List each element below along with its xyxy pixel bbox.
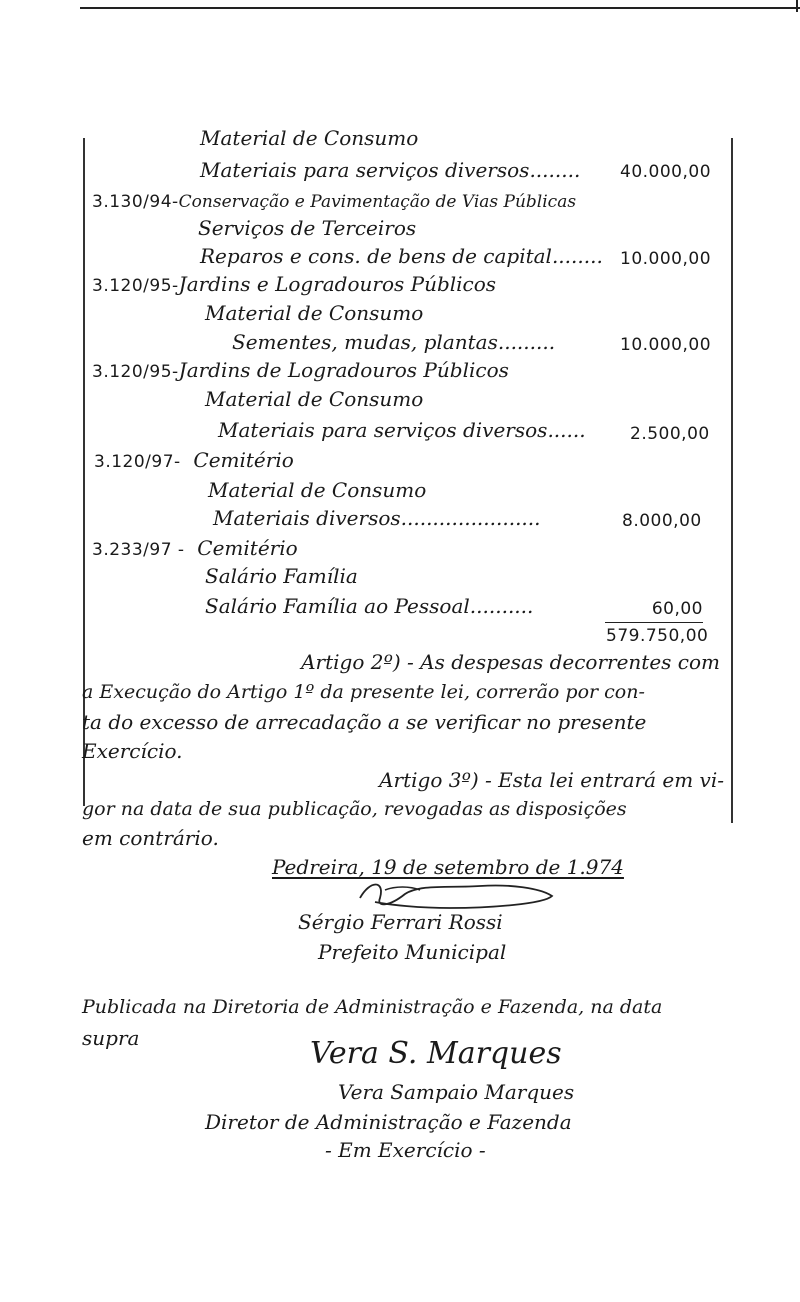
entry-line <box>92 358 509 384</box>
entry-line <box>218 418 586 442</box>
entry-amount: 40.000,00 <box>620 162 712 182</box>
top-border-line <box>80 7 800 9</box>
signer-name: Sérgio Ferrari Rossi <box>298 910 503 934</box>
entry-code: 3.120/95- <box>92 276 179 296</box>
entry-heading: Serviços de Terceiros <box>198 216 417 240</box>
entry-text: Salário Família ao Pessoal <box>205 594 470 618</box>
article3-line: gor na data de sua publicação, revogadas as disposições <box>82 798 627 820</box>
signature-scribble <box>330 878 560 912</box>
left-margin-line <box>83 138 85 806</box>
entry-amount: 10.000,00 <box>620 335 712 355</box>
entry-text: Jardins e Logradouros Públicos <box>178 272 497 296</box>
entry-heading: Salário Família <box>205 564 358 588</box>
entry-heading: Material de Consumo <box>208 478 427 502</box>
handwritten-signature: Vera S. Marques <box>310 1036 562 1071</box>
entry-amount: 10.000,00 <box>620 249 712 269</box>
entry-line <box>200 158 580 182</box>
signer-title: Prefeito Municipal <box>318 940 507 964</box>
entry-text: Reparos e cons. de bens de capital <box>200 244 552 268</box>
corner-border-line <box>796 0 798 12</box>
entry-heading: Material de Consumo <box>205 301 424 325</box>
entry-dots: .......... <box>469 594 534 618</box>
entry-text: Materiais para serviços diversos <box>218 418 548 442</box>
entry-line <box>232 330 555 354</box>
signer-name: Vera Sampaio Marques <box>338 1080 575 1104</box>
place-date: Pedreira, 19 de setembro de 1.974 <box>272 855 624 879</box>
entry-amount: 8.000,00 <box>622 511 702 531</box>
entry-text: Conservação e Pavimentação de Vias Públicas <box>178 192 577 212</box>
publication-line: Publicada na Diretoria de Administração e Fazenda, na data <box>82 996 663 1018</box>
entry-text: Materiais para serviços diversos <box>200 158 530 182</box>
entry-code: 3.120/97- <box>94 452 181 472</box>
entry-line <box>92 188 576 214</box>
entry-text: Sementes, mudas, plantas <box>232 330 498 354</box>
entry-code: 3.130/94- <box>92 192 179 212</box>
entry-dots: ........ <box>529 158 581 182</box>
entry-heading: Material de Consumo <box>205 387 424 411</box>
article2-line: a Execução do Artigo 1º da presente lei, correrão por con- <box>82 681 645 703</box>
article3-line: Artigo 3º) - Esta lei entrará em vi- <box>379 768 724 792</box>
entry-text: Cemitério <box>197 536 298 560</box>
publication-line: supra <box>82 1026 140 1050</box>
entry-amount: 60,00 <box>605 597 703 623</box>
entry-dots: ........ <box>551 244 603 268</box>
entry-amount: 2.500,00 <box>630 424 710 444</box>
entry-dots: ...................... <box>400 506 541 530</box>
article2-line: Exercício. <box>82 739 183 763</box>
entry-line <box>92 272 496 298</box>
entry-dots: ......... <box>497 330 556 354</box>
entry-line <box>94 448 294 474</box>
article3-line: em contrário. <box>82 826 219 850</box>
entry-line <box>205 594 533 618</box>
total-amount: 579.750,00 <box>606 626 709 646</box>
entry-line <box>92 536 298 562</box>
entry-line <box>213 506 541 530</box>
entry-heading: Material de Consumo <box>200 126 419 150</box>
entry-line <box>200 244 603 268</box>
signer-subtitle: - Em Exercício - <box>325 1138 486 1162</box>
entry-text: Cemitério <box>193 448 294 472</box>
entry-text: Jardins de Logradouros Públicos <box>178 358 509 382</box>
article2-line: ta do excesso de arrecadação a se verificar no presente <box>82 710 647 734</box>
entry-code: 3.233/97 - <box>92 540 185 560</box>
entry-text: Materiais diversos <box>213 506 401 530</box>
entry-dots: ...... <box>547 418 586 442</box>
signer-title: Diretor de Administração e Fazenda <box>205 1110 572 1134</box>
entry-code: 3.120/95- <box>92 362 179 382</box>
article2-line: Artigo 2º) - As despesas decorrentes com <box>301 650 720 674</box>
